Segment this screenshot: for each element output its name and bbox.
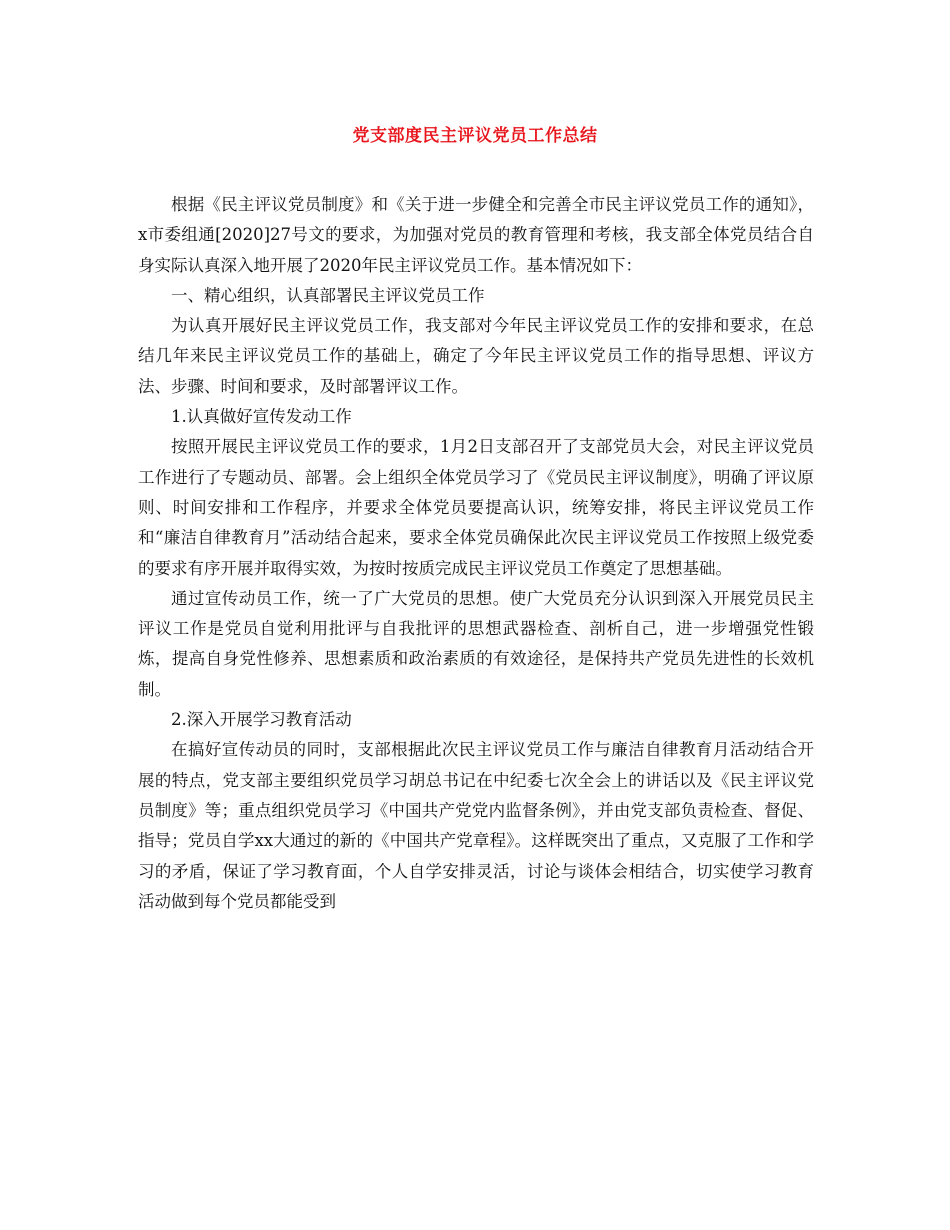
paragraph-intro: 根据《民主评议党员制度》和《关于进一步健全和完善全市民主评议党员工作的通知》，x市委组通[2020]27号文的要求，为加强对党员的教育管理和考核，我支部全体党员结合自身实际认真深入地开展了2020年民主评议党员工作。基本情况如下： [138, 195, 814, 275]
paragraph-subsection-1: 按照开展民主评议党员工作的要求，1月2日支部召开了支部党员大会，对民主评议党员工作进行了专题动员、部署。会上组织全体党员学习了《党员民主评议制度》，明确了评议原则、时间安排和工作程序，并要求全体党员要提高认识，统筹安排，将民主评议党员工作和“廉洁自律教育月”活动结合起来，要求全体党员确保此次民主评议党员工作按照上级党委的要求有序开展并取得实效，为按时按质完成民主评议党员工作奠定了思想基础。 [138, 437, 814, 578]
document-body [138, 190, 814, 917]
section-heading-1: 一、精心组织，认真部署民主评议党员工作 [171, 285, 485, 305]
document-title: 党支部度民主评议党员工作总结 [352, 126, 598, 146]
subsection-heading-1: 1.认真做好宣传发动工作 [171, 407, 352, 427]
paragraph-section-1: 为认真开展好民主评议党员工作，我支部对今年民主评议党员工作的安排和要求，在总结几年来民主评议党员工作的基础上，确定了今年民主评议党员工作的指导思想、评议方法、步骤、时间和要求，及时部署评议工作。 [138, 316, 814, 396]
paragraph-subsection-1-continued: 通过宣传动员工作，统一了广大党员的思想。使广大党员充分认识到深入开展党员民主评议工作是党员自觉利用批评与自我批评的思想武器检查、剖析自己，进一步增强党性锻炼，提高自身党性修养、思想素质和政治素质的有效途径，是保持共产党员先进性的长效机制。 [138, 588, 814, 699]
subsection-heading-2: 2.深入开展学习教育活动 [171, 710, 352, 730]
paragraph-subsection-2: 在搞好宣传动员的同时，支部根据此次民主评议党员工作与廉洁自律教育月活动结合开展的特点，党支部主要组织党员学习胡总书记在中纪委七次全会上的讲话以及《民主评议党员制度》等；重点组织党员学习《中国共产党党内监督条例》，并由党支部负责检查、督促、指导；党员自学xx大通过的新的《中国共产党章程》。这样既突出了重点，又克服了工作和学习的矛盾，保证了学习教育面，个人自学安排灵活，讨论与谈体会相结合，切实使学习教育活动做到每个党员都能受到 [138, 740, 814, 911]
